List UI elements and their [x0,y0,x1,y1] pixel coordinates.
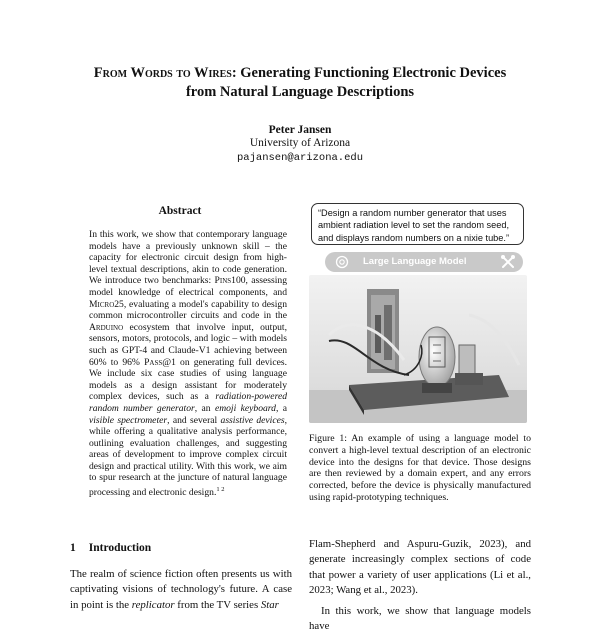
pass-metric: Pass@1 [144,356,176,368]
pins-benchmark: Pins100 [214,275,246,287]
abstract-text: In this work, we show that contemporary language models have a previously unknown skill – the capacity for electronic circuit design from high-level textual descriptions, akin to code generation. We introduce two benchmarks: [89,229,287,287]
device-photo [309,275,527,423]
abstract-text: on generating full devices. We include six case studies of using language models as a design assistant for moderately complex devices, such as a [89,356,287,403]
intro-emph: replicator [131,598,175,611]
intro-text: The realm of science fiction often presents us with captivating visions of technology's future. A case in point is the [70,568,292,611]
footnote-marks[interactable]: 1 2 [216,486,225,494]
author-name: Peter Jansen [268,124,332,136]
abstract-text: ecosystem that involve input, output, sensors, motors, protocols, and logic – with models such as GPT-4 and Claude-V1 achieving between 60% to 96% [89,321,287,368]
prompt-quote-box: “Design a random number generator that uses ambient radiation level to set the random seed, and displays random numbers on a nixie tube.” [311,203,524,245]
right-next-paragraph: In this work, we show that language models have [309,605,531,633]
abstract-text: , a [275,402,287,414]
abstract-text: , and several [167,414,218,426]
abstract-heading: Abstract [158,205,202,217]
section-title: Introduction [88,542,152,554]
title-smallcaps: From Words to Wires [93,65,232,81]
right-column-text [309,537,531,635]
abstract-text: , while offering a qualitative analysis performance, outlining evaluation challenges, and suggesting areas of development to improve complex circuit design and practical utility. With this work, we aim to spur research at the juncture of natural language processing and electronic design. [89,414,288,499]
title-rest: : Generating Functioning Electronic Devices [231,65,507,81]
title-line2: from Natural Language Descriptions [185,84,415,100]
section-heading [70,542,151,554]
case-study-1: radiation-powered random number generator [89,391,287,414]
intro-emph: Star [260,598,279,611]
device-illustration [309,275,527,423]
ai-logo-icon [335,255,349,269]
abstract-body [89,229,287,499]
llm-bar [325,252,523,272]
case-study-2: emoji keyboard [214,402,276,414]
abstract-text: , evaluating a model's capability to design common microcontroller circuits and code in the [89,298,287,322]
affiliation: University of Arizona [249,137,351,149]
tools-icon [500,254,516,270]
section-number: 1 [70,542,76,554]
paper-title [40,64,560,102]
right-paragraph: Flam-Shepherd and Aspuru-Guzik, 2023), and generate increasingly complex sections of code that power a variety of user applications (Li et al., 2023; Wang et al., 2023). [309,538,531,596]
arduino-term: Arduino [89,321,124,333]
micro-benchmark: Micro25 [89,298,124,310]
case-study-4: assistive devices [220,414,285,426]
abstract-text: , assessing model knowledge of electrical components, and [89,275,287,298]
abstract-text: , an [194,402,211,414]
case-study-3: visible spectrometer [89,414,168,426]
intro-text: from the TV series [177,598,259,611]
author-email[interactable]: pajansen@arizona.edu [236,152,364,164]
llm-label: Large Language Model [363,256,467,267]
figure-caption: Figure 1: An example of using a language model to convert a high-level textual description of an electronic device into the designs for that device. Those designs are then reviewed by a domain expert, and any errors corrected, before the device is physically manufactured using rapid-prototyping techniques. [309,433,531,503]
intro-body [70,567,292,613]
